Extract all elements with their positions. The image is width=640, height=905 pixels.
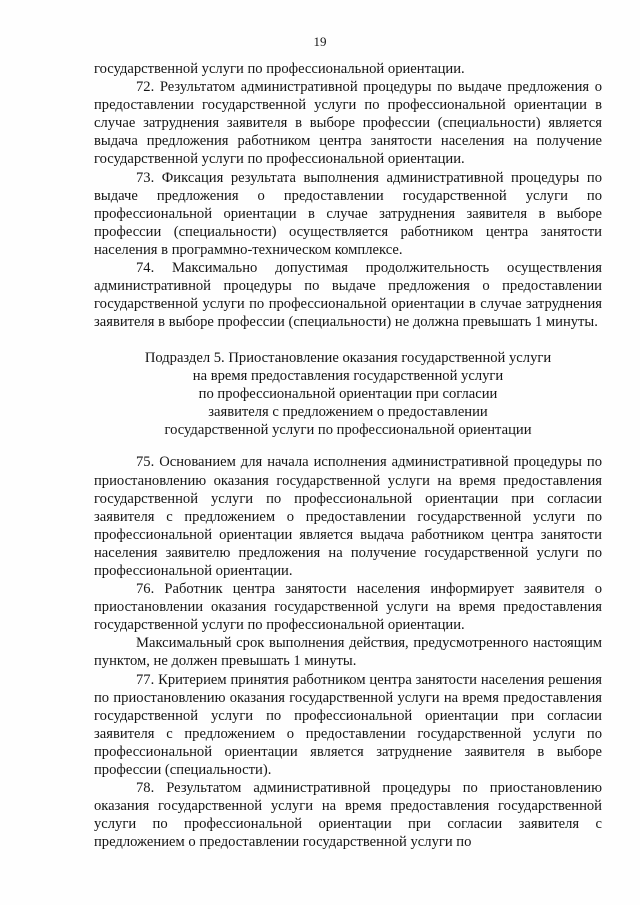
page-number: 19 (313, 34, 327, 49)
subsection-heading (94, 349, 602, 439)
paragraph-72: 72. Результатом административной процедуры по выдаче предложения о предоставлении государственной услуги по профессиональной ориентации в случае затруднения заявителя в выборе профессии (специальности) является выдача предложения работником центра занятости населения на получение государственной услуги по профессиональной ориентации. (94, 79, 602, 168)
paragraph-continuation: государственной услуги по профессиональной ориентации. (94, 61, 465, 77)
heading-line-2: на время предоставления государственной услуги (192, 368, 504, 385)
paragraph-73: 73. Фиксация результата выполнения административной процедуры по выдаче предложения о предоставлении государственной услуги по профессиональной ориентации в случае затруднения заявителя в выборе профессии (специальности) осуществляется работником центра занятости населения в программно-техническом комплексе. (94, 169, 602, 258)
paragraph-78: 78. Результатом административной процедуры по приостановлению оказания государственной услуги на время предоставления государственной услуги по профессиональной ориентации при согласии заявителя с предложением о предоставлении государственной услуги по (94, 780, 602, 851)
paragraph-76-max-time: Максимальный срок выполнения действия, предусмотренного настоящим пунктом, не должен превышать 1 минуты. (94, 635, 602, 670)
paragraph-75: 75. Основанием для начала исполнения административной процедуры по приостановлению оказания государственной услуги на время предоставления государственной услуги по профессиональной ориентации при согласии заявителя с предложением о предоставлении государственной услуги по профессиональной ориентации является выдача работником центра занятости населения заявителю предложения на получение государственной услуги по профессиональной ориентации. (94, 454, 602, 579)
document-body (94, 60, 602, 851)
heading-line-1: Подраздел 5. Приостановление оказания государственной услуги (144, 350, 552, 367)
paragraph-77: 77. Критерием принятия работником центра занятости населения решения по приостановлению оказания государственной услуги на время предоставления государственной услуги по профессиональной ориентации при согласии заявителя с предложением о предоставлении государственной услуги по профессиональной ориентации является затруднение заявителя в выборе профессии (специальности). (94, 671, 602, 778)
heading-line-5: государственной услуги по профессиональной ориентации (164, 422, 532, 439)
paragraph-76: 76. Работник центра занятости населения информирует заявителя о приостановлении оказания государственной услуги на время предоставления государственной услуги по профессиональной ориентации. (94, 581, 602, 634)
heading-line-4: заявителя с предложением о предоставлении (208, 404, 488, 421)
paragraph-74: 74. Максимально допустимая продолжительность осуществления административной процедуры по выдаче предложения о предоставлении государственной услуги по профессиональной ориентации в случае затруднения заявителя в выборе профессии (специальности) не должна превышать 1 минуты. (94, 260, 602, 331)
heading-line-3: по профессиональной ориентации при согласии (198, 386, 498, 403)
